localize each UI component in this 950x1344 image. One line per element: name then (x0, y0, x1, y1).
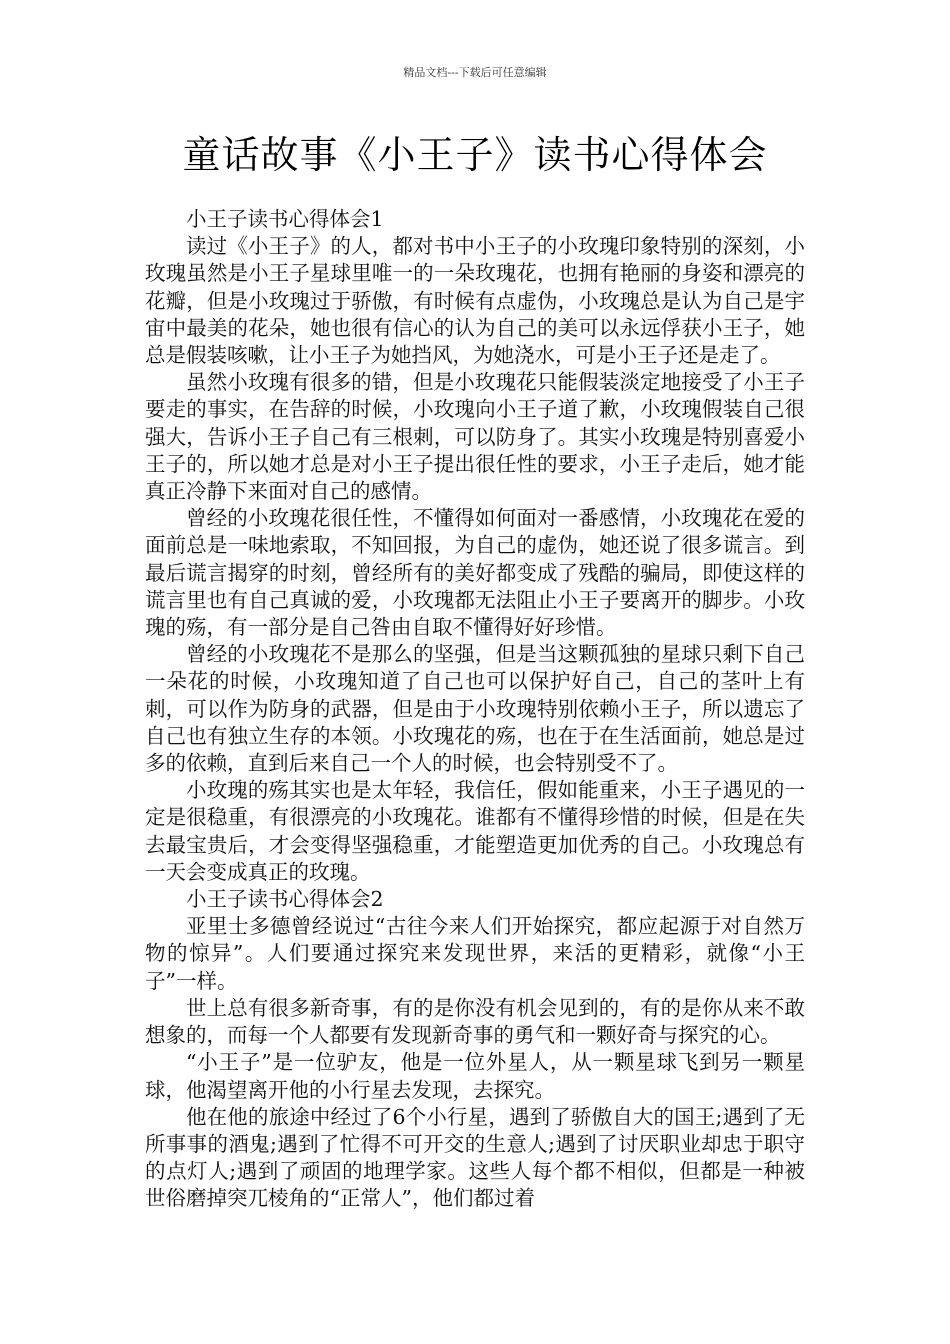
paragraph: 他在他的旅途中经过了6个小行星，遇到了骄傲自大的国王;遇到了无所事事的酒鬼;遇到了忙得不可开交的生意人;遇到了讨厌职业却忠于职守的点灯人;遇到了顽固的地理学家。这些人每个都不相似，但都是一种被世俗磨掉突兀棱角的“正常人”，他们都过着 (145, 1104, 805, 1211)
paragraph: 曾经的小玫瑰花很任性，不懂得如何面对一番感情，小玫瑰花在爱的面前总是一味地索取，不知回报，为自己的虚伪，她还说了很多谎言。到最后谎言揭穿的时刻，曾经所有的美好都变成了残酷的骗局，即使这样的谎言里也有自己真诚的爱，小玫瑰都无法阻止小王子要离开的脚步。小玫瑰的殇，有一部分是自己咎由自取不懂得好好珍惜。 (145, 506, 805, 640)
section-heading-2: 小王子读书心得体会2 (186, 887, 384, 912)
page-title: 童话故事《小王子》读书心得体会 (182, 133, 768, 177)
header-note: 精品文档---下载后可任意编辑 (403, 66, 547, 79)
paragraph: 曾经的小玫瑰花不是那么的坚强，但是当这颗孤独的星球只剩下自己一朵花的时候，小玫瑰知道了自己也可以保护好自己，自己的茎叶上有刺，可以作为防身的武器，但是由于小玫瑰特别依赖小王子，所以遗忘了自己也有独立生存的本领。小玫瑰花的殇，也在于在生活面前，她总是过多的依赖，直到后来自己一个人的时候，也会特别受不了。 (145, 642, 805, 776)
paragraph: 亚里士多德曾经说过“古往今来人们开始探究，都应起源于对自然万物的惊异”。人们要通过探究来发现世界，来活的更精彩，就像“小王子”一样。 (145, 914, 805, 993)
paragraph: 读过《小王子》的人，都对书中小王子的小玫瑰印象特别的深刻，小玫瑰虽然是小王子星球里唯一的一朵玫瑰花，也拥有艳丽的身姿和漂亮的花瓣，但是小玫瑰过于骄傲，有时候有点虚伪，小玫瑰总是认为自己是宇宙中最美的花朵，她也很有信心的认为自己的美可以永远俘获小王子，她总是假装咳嗽，让小王子为她挡风，为她浇水，可是小王子还是走了。 (145, 234, 805, 368)
article-body (145, 206, 805, 1213)
paragraph: “小王子”是一位驴友，他是一位外星人，从一颗星球飞到另一颗星球，他渴望离开他的小行星去发现，去探究。 (145, 1050, 805, 1102)
paragraph: 世上总有很多新奇事，有的是你没有机会见到的，有的是你从来不敢想象的，而每一个人都要有发现新奇事的勇气和一颗好奇与探究的心。 (145, 995, 805, 1048)
paragraph: 小玫瑰的殇其实也是太年轻，我信任，假如能重来，小王子遇见的一定是很稳重，有很漂亮的小玫瑰花。谁都有不懂得珍惜的时候，但是在失去最宝贵后，才会变得坚强稳重，才能塑造更加优秀的自己。小玫瑰总有一天会变成真正的玫瑰。 (145, 778, 805, 884)
paragraph: 虽然小玫瑰有很多的错，但是小玫瑰花只能假装淡定地接受了小王子要走的事实，在告辞的时候，小玫瑰向小王子道了歉，小玫瑰假装自己很强大，告诉小王子自己有三根刺，可以防身了。其实小玫瑰是特别喜爱小王子的，所以她才总是对小王子提出很任性的要求，小王子走后，她才能真正冷静下来面对自己的感情。 (145, 370, 805, 504)
section-heading-1: 小王子读书心得体会1 (186, 207, 384, 231)
